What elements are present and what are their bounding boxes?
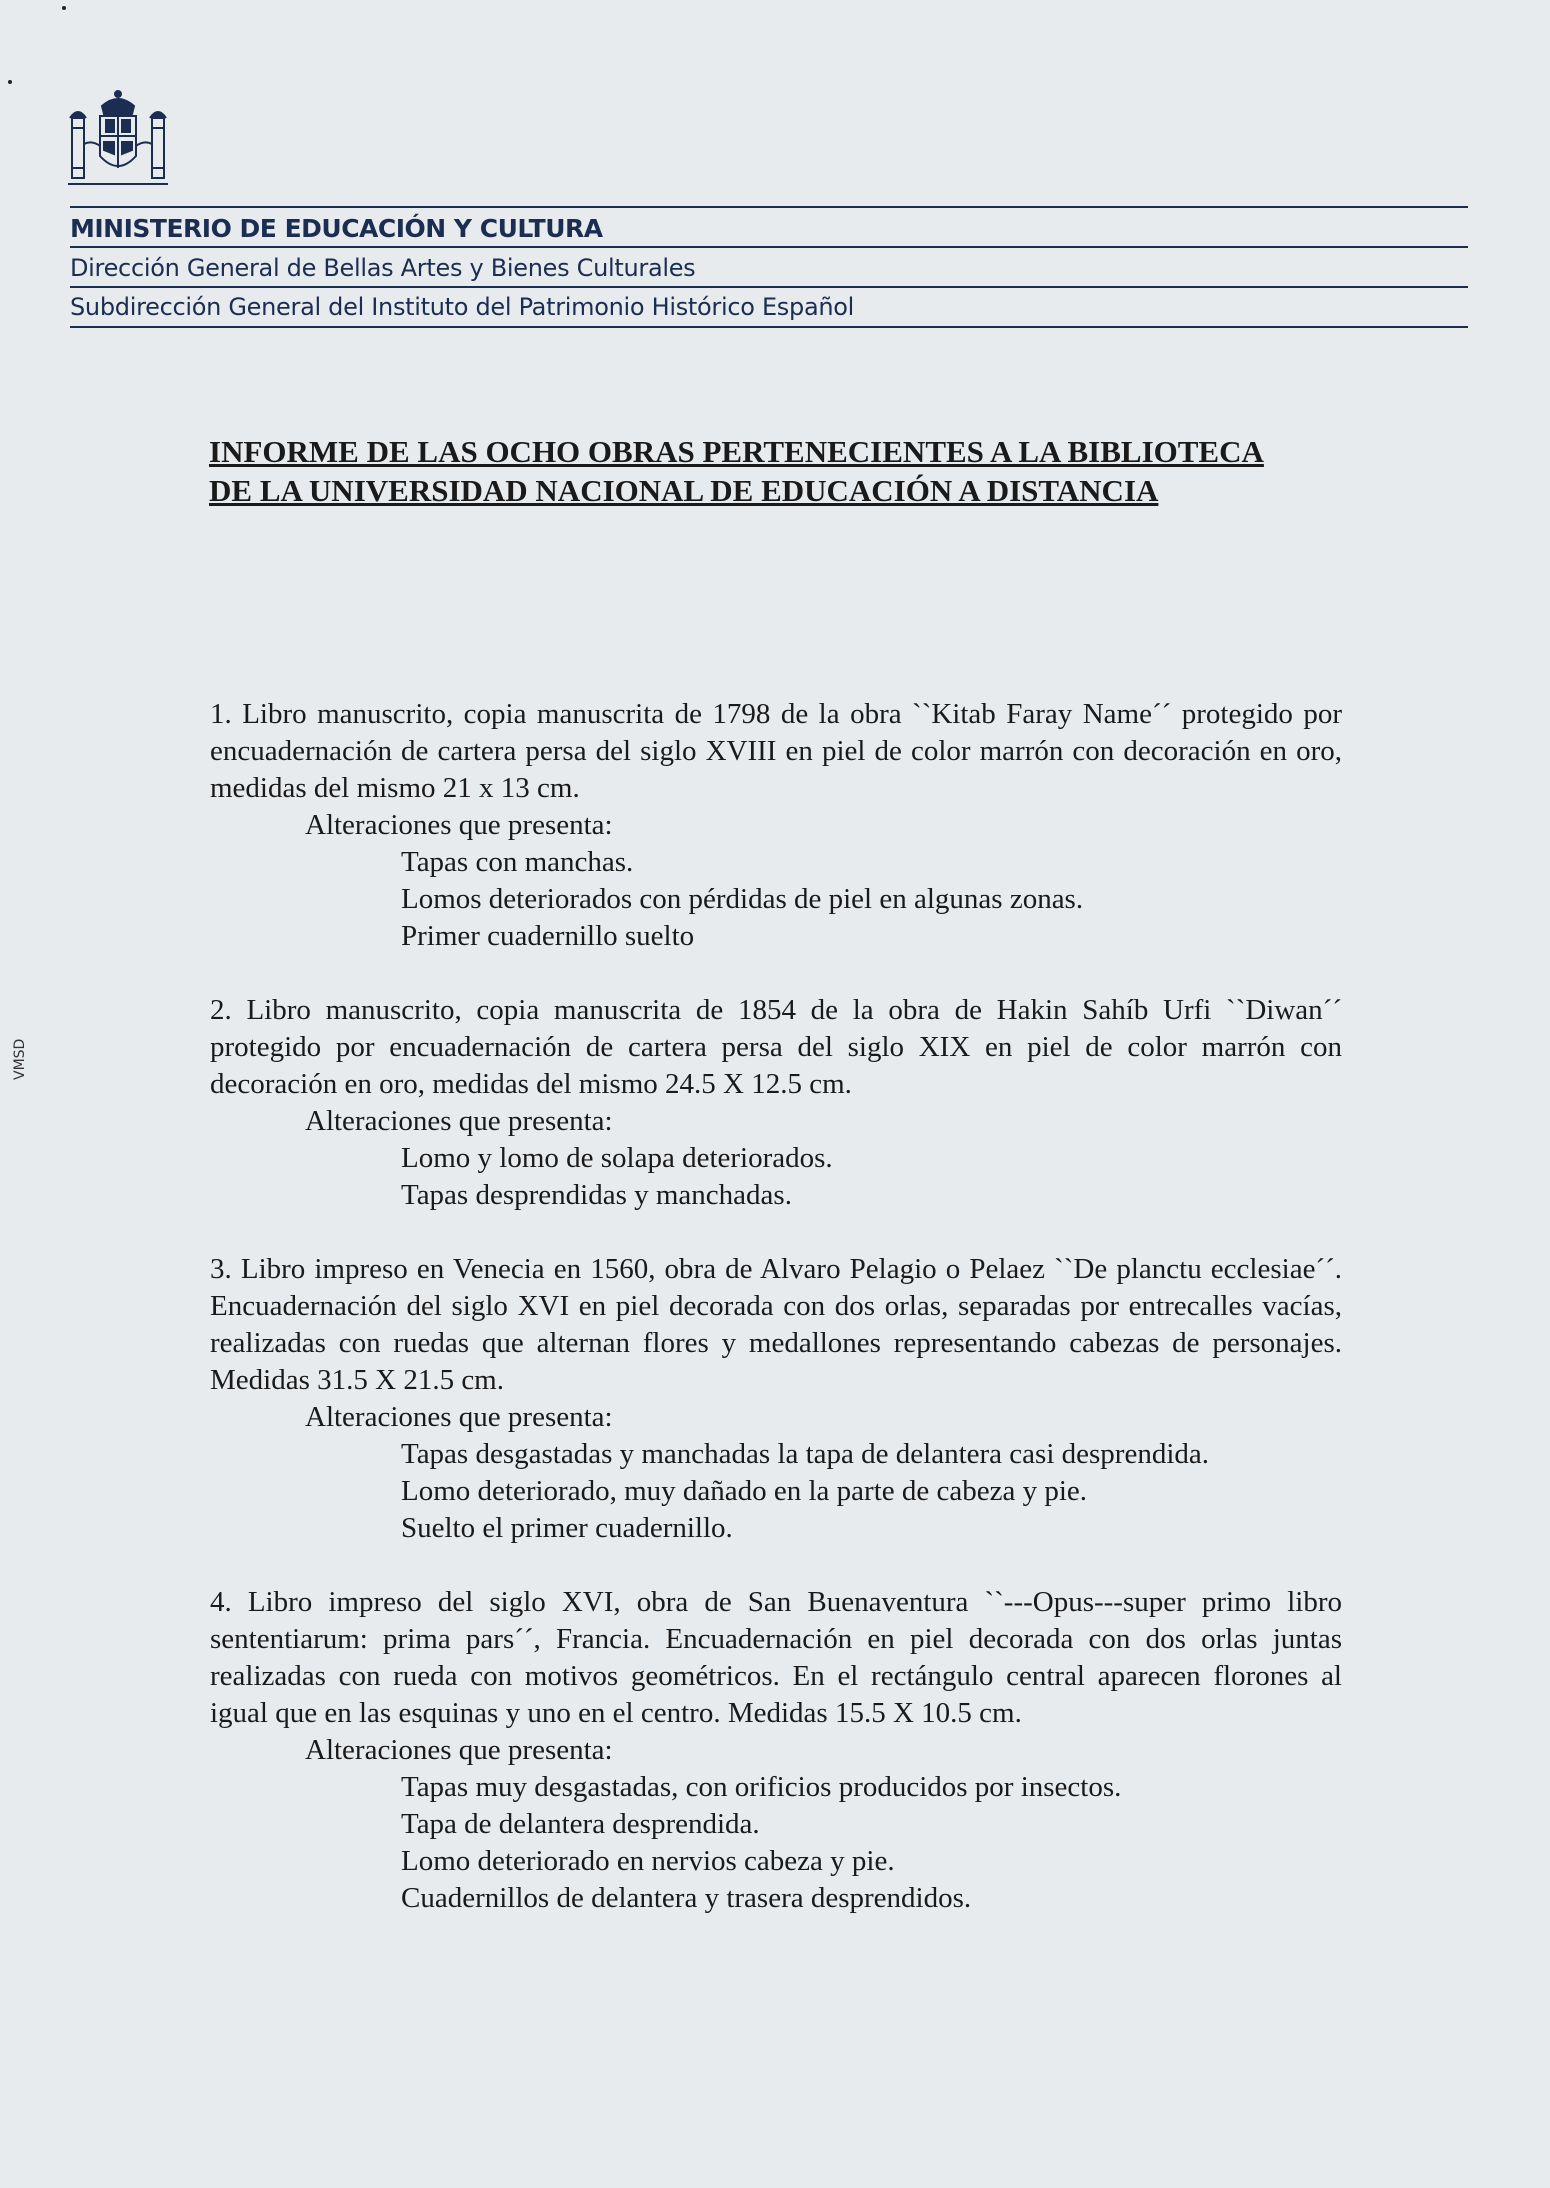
- list-item: [210, 1251, 1342, 1547]
- alteration: Suelto el primer cuadernillo.: [401, 1512, 733, 1544]
- title-line: DE LA UNIVERSIDAD NACIONAL DE EDUCACIÓN A DISTANCIA: [209, 473, 1159, 508]
- item-description: 1. Libro manuscrito, copia manuscrita de 1798 de la obra ``Kitab Faray Name´´ protegido por encuadernación de cartera persa del siglo XVIII en piel de color marrón con decoración en oro, medidas del mismo 21 x 13 cm.: [210, 698, 1342, 804]
- alteration: Lomo y lomo de solapa deteriorados.: [401, 1142, 833, 1174]
- title-line: INFORME DE LAS OCHO OBRAS PERTENECIENTES A LA BIBLIOTECA: [209, 434, 1264, 469]
- alterations-heading: Alteraciones que presenta:: [305, 1105, 613, 1137]
- alterations-heading: Alteraciones que presenta:: [305, 809, 613, 841]
- alteration: Lomo deteriorado en nervios cabeza y pie.: [401, 1845, 895, 1877]
- item-description: 3. Libro impreso en Venecia en 1560, obra de Alvaro Pelagio o Pelaez ``De planctu ecclesiae´´. Encuadernación del siglo XVI en piel decorada con dos orlas, separadas por entrecalles vacías, realizadas con ruedas que alternan flores y medallones representando cabezas de personajes. Medidas 31.5 X 21.5 cm.: [210, 1253, 1342, 1396]
- item-description: 4. Libro impreso del siglo XVI, obra de San Buenaventura ``---Opus---super primo libro sententiarum: prima pars´´, Francia. Encuadernación en piel decorada con dos orlas juntas realizadas con rueda con motivos geométricos. En el rectángulo central aparecen florones al igual que en las esquinas y uno en el centro. Medidas 15.5 X 10.5 cm.: [210, 1586, 1342, 1729]
- ministry-name: MINISTERIO DE EDUCACIÓN Y CULTURA: [70, 214, 603, 243]
- alteration: Tapa de delantera desprendida.: [401, 1808, 760, 1840]
- list-item: [210, 1584, 1342, 1917]
- direccion-general: Dirección General de Bellas Artes y Bienes Culturales: [70, 254, 696, 282]
- header-rule: [70, 206, 1468, 208]
- list-item: [210, 696, 1342, 955]
- alteration: Primer cuadernillo suelto: [401, 920, 695, 952]
- alteration: Lomo deteriorado, muy dañado en la parte de cabeza y pie.: [401, 1475, 1088, 1507]
- alteration: Tapas desgastadas y manchadas la tapa de delantera casi desprendida.: [401, 1438, 1210, 1470]
- subdireccion-general: Subdirección General del Instituto del Patrimonio Histórico Español: [70, 293, 855, 321]
- list-item: [210, 992, 1342, 1214]
- header-rule: [70, 326, 1468, 328]
- alteration: Tapas con manchas.: [401, 846, 634, 878]
- coat-of-arms-icon: [62, 88, 174, 194]
- item-description: 2. Libro manuscrito, copia manuscrita de 1854 de la obra de Hakin Sahíb Urfi ``Diwan´´ protegido por encuadernación de cartera persa del siglo XIX en piel de color marrón con decoración en oro, medidas del mismo 24.5 X 12.5 cm.: [210, 994, 1342, 1100]
- scan-speck: [8, 80, 12, 84]
- alteration: Tapas desprendidas y manchadas.: [401, 1179, 792, 1211]
- alteration: Lomos deteriorados con pérdidas de piel en algunas zonas.: [401, 883, 1084, 915]
- alterations-heading: Alteraciones que presenta:: [305, 1401, 613, 1433]
- item-list: [210, 696, 1342, 1954]
- side-mark: VMSD: [12, 1038, 28, 1080]
- header-rule: [70, 246, 1468, 248]
- scan-speck: [62, 6, 66, 10]
- alteration: Cuadernillos de delantera y trasera desprendidos.: [401, 1882, 972, 1914]
- alterations-heading: Alteraciones que presenta:: [305, 1734, 613, 1766]
- report-title: [209, 432, 1359, 510]
- alteration: Tapas muy desgastadas, con orificios producidos por insectos.: [401, 1771, 1122, 1803]
- header-rule: [70, 286, 1468, 288]
